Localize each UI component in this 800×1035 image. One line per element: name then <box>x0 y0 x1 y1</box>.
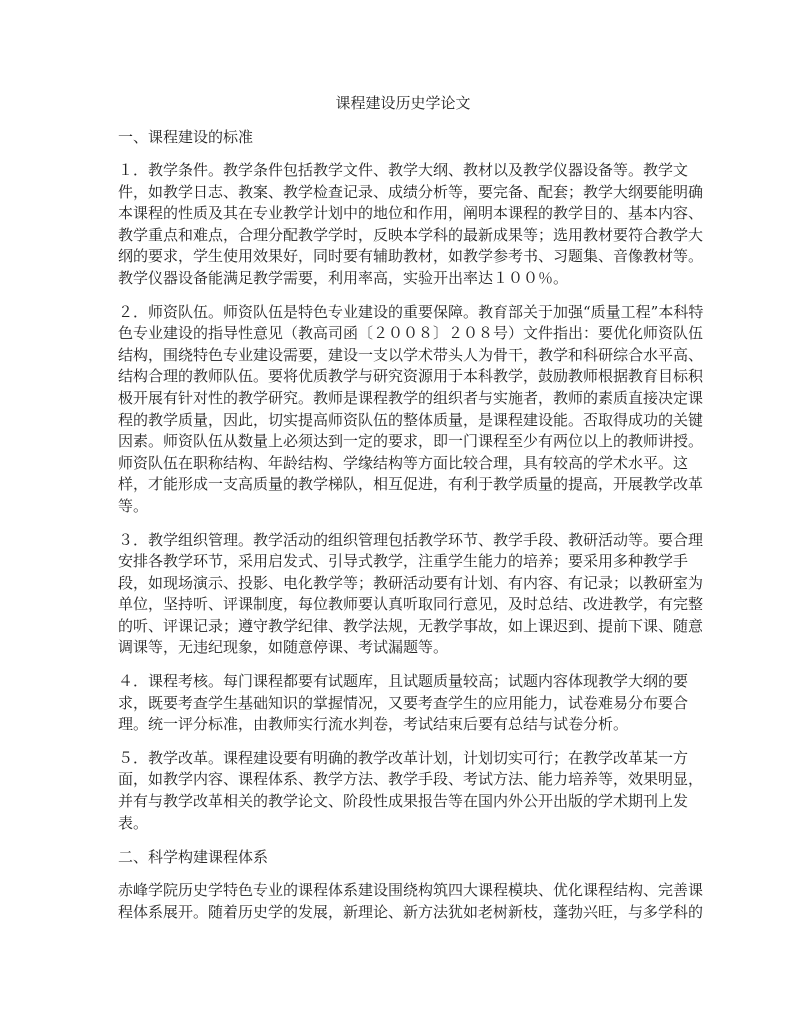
text-line: 安排各教学环节，采用启发式、引导式教学，注重学生能力的培养；要采用多种教学手 <box>118 552 689 571</box>
text-line: ５．教学改革。课程建设要有明确的教学改革计划，计划切实可行；在教学改革某一方 <box>118 748 689 767</box>
text-line: １．教学条件。教学条件包括教学文件、教学大纲、教材以及教学仪器设备等。教学文 <box>118 161 689 179</box>
document-title: 课程建设历史学论文 <box>335 94 471 112</box>
document-page <box>118 92 704 935</box>
paragraph <box>118 671 688 736</box>
text-line: 并有与教学改革相关的教学论文、阶段性成果报告等在国内外公开出版的学术期刊上发 <box>118 792 689 811</box>
text-line: 赤峰学院历史学特色专业的课程体系建设围绕构筑四大课程模块、优化课程结构、完善课 <box>118 881 704 900</box>
text-line: 表。 <box>118 813 149 832</box>
text-line: 极开展有针对性的教学研究。教师是课程教学的组织者与实施者，教师的素质直接决定课 <box>118 388 704 407</box>
text-line: 因素。师资队伍从数量上必须达到一定的要求，即一门课程至少有两位以上的教师讲授。 <box>118 432 704 451</box>
section-heading: 一、课程建设的标准 <box>118 128 254 146</box>
text-line: 的听、评课记录；遵守教学纪律、教学法规，无教学事故，如上课迟到、提前下课、随意 <box>118 616 704 635</box>
paragraph <box>118 748 704 834</box>
text-line: 面，如教学内容、课程体系、教学方法、教学手段、考试方法、能力培养等，效果明显， <box>118 770 704 789</box>
text-line: 件，如教学日志、教案、教学检查记录、成绩分析等，要完备、配套；教学大纲要能明确 <box>118 182 704 201</box>
section-heading: 二、科学构建课程体系 <box>118 848 269 867</box>
paragraph <box>118 302 704 518</box>
text-line: 等。 <box>118 496 149 515</box>
text-line: 调课等，无违纪现象，如随意停课、考试漏题等。 <box>118 638 449 657</box>
text-line: 色专业建设的指导性意见（教高司函〔２００８〕２０８号）文件指出：要优化师资队伍 <box>118 324 704 343</box>
text-line: 结构合理的教师队伍。要将优质教学与研究资源用于本科教学，鼓励教师根据教育目标积 <box>118 367 704 386</box>
text-line: 本课程的性质及其在专业教学计划中的地位和作用，阐明本课程的教学目的、基本内容、 <box>118 204 704 223</box>
text-line: 程的教学质量，因此，切实提高师资队伍的整体质量，是课程建设能。否取得成功的关键 <box>118 410 704 429</box>
text-line: ４．课程考核。每门课程都要有试题库，且试题质量较高；试题内容体现教学大纲的要 <box>118 672 689 691</box>
text-line: 教学仪器设备能满足教学需要，利用率高，实验开出率达１００％。 <box>118 268 569 287</box>
text-line: 样，才能形成一支高质量的教学梯队，相互促进，有利于教学质量的提高，开展教学改革 <box>118 475 704 494</box>
text-line: 求，既要考查学生基础知识的掌握情况，又要考查学生的应用能力，试卷难易分布要合 <box>118 693 689 712</box>
paragraph <box>118 530 704 660</box>
text-line: 单位，坚持听、评课制度，每位教师要认真听取同行意见，及时总结、改进教学，有完整 <box>118 595 704 614</box>
text-line: 结构，围绕特色专业建设需要，建设一支以学术带头人为骨干，教学和科研综合水平高、 <box>118 345 704 364</box>
text-line: ２．师资队伍。师资队伍是特色专业建设的重要保障。教育部关于加强“质量工程”本科特 <box>118 302 704 321</box>
text-line: 纲的要求，学生使用效果好，同时要有辅助教材，如教学参考书、习题集、音像教材等。 <box>118 247 704 266</box>
text-line: 理。统一评分标准，由教师实行流水判卷，考试结束后要有总结与试卷分析。 <box>118 715 629 734</box>
paragraph <box>118 160 704 290</box>
text-line: 师资队伍在职称结构、年龄结构、学缘结构等方面比较合理，具有较高的学术水平。这 <box>118 453 689 472</box>
document-body <box>118 126 704 923</box>
text-line: 程体系展开。随着历史学的发展，新理论、新方法犹如老树新枝，蓬勃兴旺，与多学科的 <box>118 902 704 921</box>
text-line: ３．教学组织管理。教学活动的组织管理包括教学环节、教学手段、教研活动等。要合理 <box>118 530 704 549</box>
text-line: 教学重点和难点，合理分配教学学时，反映本学科的最新成果等；选用教材要符合教学大 <box>118 225 704 244</box>
paragraph <box>118 880 704 923</box>
text-line: 段，如现场演示、投影、电化教学等；教研活动要有计划、有内容、有记录；以教研室为 <box>118 573 704 592</box>
